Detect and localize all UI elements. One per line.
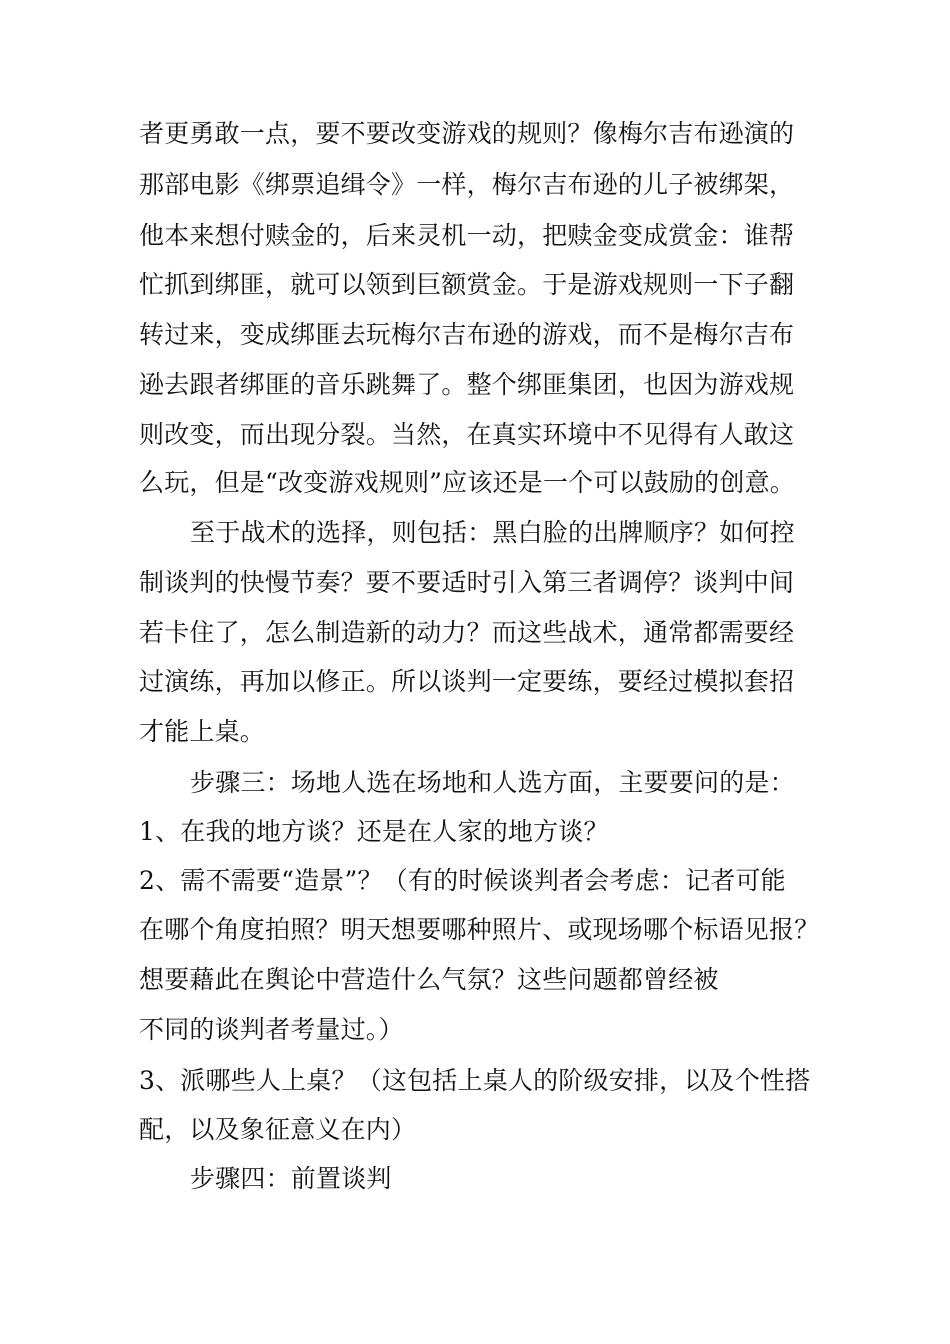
text-line: 过演练，再加以修正。所以谈判一定要练，要经过模拟套招 (139, 667, 795, 696)
text-line: 在哪个角度拍照？明天想要哪种照片、或现场哪个标语见报？ (139, 915, 820, 944)
text-line: 制谈判的快慢节奏？要不要适时引入第三者调停？谈判中间 (139, 568, 795, 597)
text-line: 若卡住了，怎么制造新的动力？而这些战术，通常都需要经 (139, 618, 795, 647)
text-line: 么玩，但是“改变游戏规则”应该还是一个可以鼓励的创意。 (139, 468, 795, 497)
step-three-heading: 步骤三：场地人选在场地和人选方面，主要要问的是： (190, 768, 795, 797)
paragraph-start-line: 至于战术的选择，则包括：黑白脸的出牌顺序？如何控 (190, 518, 795, 547)
list-item-1: 1、在我的地方谈？还是在人家的地方谈？ (139, 817, 609, 846)
text-line: 逊去跟者绑匪的音乐跳舞了。整个绑匪集团，也因为游戏规 (139, 370, 795, 399)
list-item-2: 2、需不需要“造景”？（有的时候谈判者会考虑：记者可能 (139, 866, 786, 895)
text-line: 才能上桌。 (139, 717, 266, 746)
text-line: 转过来，变成绑匪去玩梅尔吉布逊的游戏，而不是梅尔吉布 (139, 320, 795, 349)
list-item-3: 3、派哪些人上桌？（这包括上桌人的阶级安排，以及个性搭 (139, 1066, 811, 1095)
text-line: 配，以及象征意义在内） (139, 1115, 417, 1144)
text-line: 者更勇敢一点，要不要改变游戏的规则？像梅尔吉布逊演的 (139, 119, 795, 148)
text-line: 想要藉此在舆论中营造什么气氛？这些问题都曾经被 (139, 965, 719, 994)
text-line: 那部电影《绑票追缉令》一样，梅尔吉布逊的儿子被绑架， (139, 170, 795, 199)
text-line: 忙抓到绑匪，就可以领到巨额赏金。于是游戏规则一下子翻 (139, 270, 795, 299)
text-line: 则改变，而出现分裂。当然，在真实环境中不见得有人敢这 (139, 420, 795, 449)
step-four-heading: 步骤四：前置谈判 (190, 1164, 392, 1193)
text-line: 他本来想付赎金的，后来灵机一动，把赎金变成赏金：谁帮 (139, 221, 795, 250)
text-line: 不同的谈判者考量过。） (139, 1015, 404, 1044)
